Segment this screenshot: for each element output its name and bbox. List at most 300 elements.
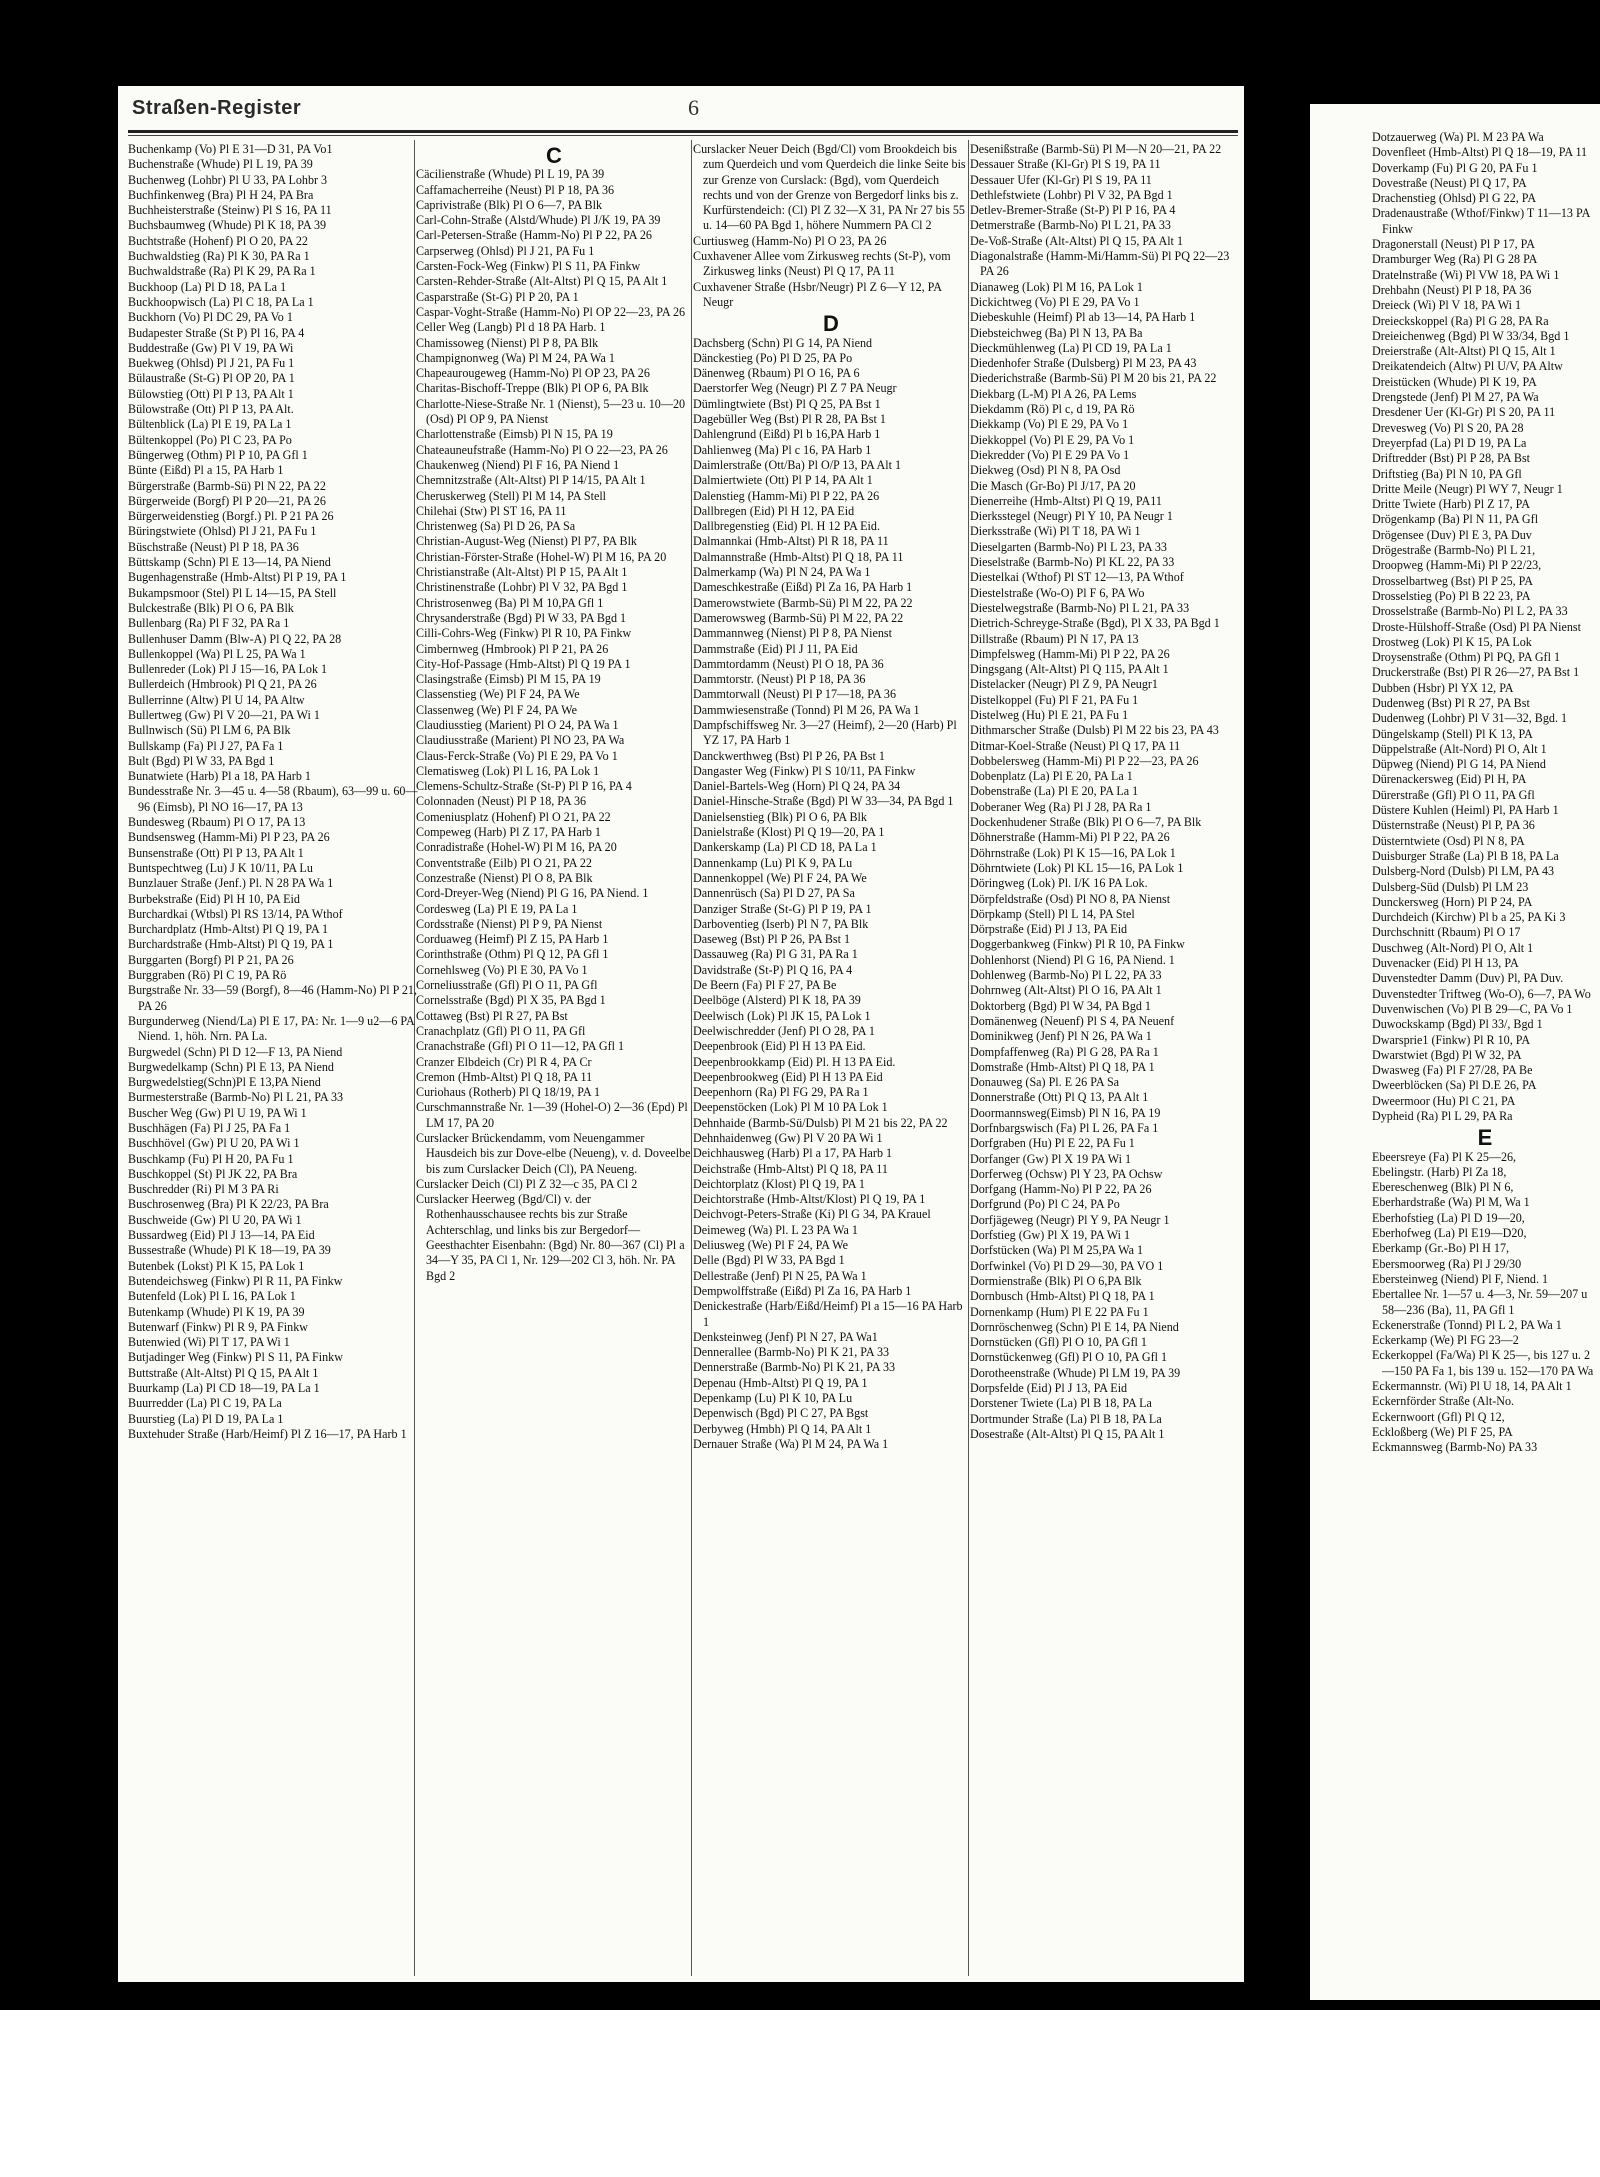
street-entry: Dorfjägeweg (Neugr) Pl Y 9, PA Neugr 1 — [970, 1212, 1170, 1227]
street-entry: Depenkamp (Lu) Pl K 10, PA Lu — [693, 1391, 853, 1406]
street-entry: Distelacker (Neugr) Pl Z 9, PA Neugr1 — [970, 677, 1158, 692]
street-entry: Eckerkamp (We) Pl FG 23—2 — [1372, 1333, 1519, 1348]
page-gutter — [1244, 0, 1304, 2010]
street-entry: Dornenkamp (Hum) Pl E 22 PA Fu 1 — [970, 1304, 1149, 1319]
street-entry: Bugenhagenstraße (Hmb-Altst) Pl P 19, PA 1 — [128, 570, 347, 585]
street-entry: Dreieichenweg (Bgd) Pl W 33/34, Bgd 1 — [1372, 328, 1570, 343]
street-entry: Dosestraße (Alt-Altst) Pl Q 15, PA Alt 1 — [970, 1426, 1165, 1441]
street-entry: Daerstorfer Weg (Neugr) Pl Z 7 PA Neugr — [693, 381, 897, 396]
street-entry: Dorotheenstraße (Whude) Pl LM 19, PA 39 — [970, 1365, 1181, 1380]
street-entry: Drostweg (Lok) Pl K 15, PA Lok — [1372, 634, 1532, 649]
street-entry: Doberaner Weg (Ra) Pl J 28, PA Ra 1 — [970, 799, 1152, 814]
street-entry: Büringstwiete (Ohlsd) Pl J 21, PA Fu 1 — [128, 524, 317, 539]
street-entry: Döhrntwiete (Lok) Pl KL 15—16, PA Lok 1 — [970, 860, 1184, 875]
street-entry: Denksteinweg (Jenf) Pl N 27, PA Wa1 — [693, 1329, 878, 1344]
street-entry: Dethlefstwiete (Lohbr) Pl V 32, PA Bgd 1 — [970, 187, 1173, 202]
street-entry: Dellestraße (Jenf) Pl N 25, PA Wa 1 — [693, 1268, 867, 1283]
street-entry: Bullenhuser Damm (Blw-A) Pl Q 22, PA 28 — [128, 631, 342, 646]
street-entry: Dickichtweg (Vo) Pl E 29, PA Vo 1 — [970, 294, 1140, 309]
street-entry: Buchwaldstieg (Ra) Pl K 30, PA Ra 1 — [128, 249, 310, 264]
street-entry: De Beern (Fa) Pl F 27, PA Be — [693, 978, 837, 993]
street-entry: Duschweg (Alt-Nord) Pl O, Alt 1 — [1372, 940, 1534, 955]
street-entry: Cranachstraße (Gfl) Pl O 11—12, PA Gfl 1 — [416, 1039, 625, 1054]
street-entry: Duisburger Straße (La) Pl B 18, PA La — [1372, 848, 1559, 863]
street-entry: Diekdamm (Rö) Pl c, d 19, PA Rö — [970, 402, 1135, 417]
street-entry: Butenbek (Lokst) Pl K 15, PA Lok 1 — [128, 1258, 305, 1273]
street-entry: Daniel-Hinsche-Straße (Bgd) Pl W 33—34, PA Bgd 1 — [693, 794, 954, 809]
street-entry: Dannenkoppel (We) Pl F 24, PA We — [693, 870, 867, 885]
street-entry: Dwasweg (Fa) Pl F 27/28, PA Be — [1372, 1063, 1533, 1078]
street-entry: Düsternstraße (Neust) Pl P, PA 36 — [1372, 818, 1535, 833]
street-entry: Dorfgrund (Po) Pl C 24, PA Po — [970, 1197, 1120, 1212]
street-entry: Düppelstraße (Alt-Nord) Pl O, Alt 1 — [1372, 741, 1547, 756]
register-column-3 — [693, 142, 969, 1982]
street-entry: Comeniusplatz (Hohenf) Pl O 21, PA 22 — [416, 809, 611, 824]
street-entry: Burchardkai (Wtbsl) Pl RS 13/14, PA Wthof — [128, 906, 343, 921]
street-entry: Buchenkamp (Vo) Pl E 31—D 31, PA Vo1 — [128, 142, 333, 156]
street-entry: Bullenreder (Lok) Pl J 15—16, PA Lok 1 — [128, 662, 328, 677]
street-entry: Buckhorn (Vo) Pl DC 29, PA Vo 1 — [128, 310, 293, 325]
street-entry: Burgwedelstieg(Schn)Pl E 13,PA Niend — [128, 1075, 321, 1090]
street-entry: Döringweg (Lok) Pl. I/K 16 PA Lok. — [970, 876, 1148, 891]
street-entry: Deepenstöcken (Lok) Pl M 10 PA Lok 1 — [693, 1100, 888, 1115]
street-entry: Eberhardstraße (Wa) Pl M, Wa 1 — [1372, 1195, 1530, 1210]
street-entry: Dornstückenweg (Gfl) Pl O 10, PA Gfl 1 — [970, 1350, 1168, 1365]
street-entry: Christinenstraße (Lohbr) Pl V 32, PA Bgd 1 — [416, 580, 628, 595]
street-entry: Dahlienweg (Ma) Pl c 16, PA Harb 1 — [693, 442, 872, 457]
street-entry: Clemens-Schultz-Straße (St-P) Pl P 16, PA 4 — [416, 779, 632, 794]
scan-margin — [0, 2010, 1600, 2177]
street-entry: Drosselstraße (Barmb-No) Pl L 2, PA 33 — [1372, 604, 1568, 619]
street-entry: Danielstraße (Klost) Pl Q 19—20, PA 1 — [693, 825, 885, 840]
street-entry: Butenfeld (Lok) Pl L 16, PA Lok 1 — [128, 1289, 296, 1304]
street-entry: Diekbarg (L-M) Pl A 26, PA Lems — [970, 386, 1137, 401]
street-entry: Drehbahn (Neust) Pl P 18, PA 36 — [1372, 282, 1532, 297]
street-entry: Doggerbankweg (Finkw) Pl R 10, PA Finkw — [970, 937, 1185, 952]
street-entry: Davidstraße (St-P) Pl Q 16, PA 4 — [693, 962, 853, 977]
street-entry: Droysenstraße (Othm) Pl PQ, PA Gfl 1 — [1372, 650, 1561, 665]
street-entry: Budapester Straße (St P) Pl 16, PA 4 — [128, 325, 305, 340]
street-entry: Bullnwisch (Sü) Pl LM 6, PA Blk — [128, 723, 291, 738]
street-entry: Düpweg (Niend) Pl G 14, PA Niend — [1372, 757, 1546, 772]
street-entry: Bult (Bgd) Pl W 33, PA Bgd 1 — [128, 753, 275, 768]
street-entry: Ebersmoorweg (Ra) Pl J 29/30 — [1372, 1256, 1522, 1271]
street-entry: Cuxhavener Allee vom Zirkusweg rechts (St-P), vom Zirkusweg links (Neust) Pl Q 17, PA 11 — [693, 249, 951, 279]
street-entry: Dohlenhorst (Niend) Pl G 16, PA Niend. 1 — [970, 952, 1175, 967]
street-entry: Diebsteichweg (Ba) Pl N 13, PA Ba — [970, 325, 1143, 340]
street-entry: Dörpfeldstraße (Osd) Pl NO 8, PA Nienst — [970, 891, 1171, 906]
street-entry: Düstere Kuhlen (Heiml) Pl, PA Harb 1 — [1372, 803, 1559, 818]
street-entry: Depenau (Hmb-Altst) Pl Q 19, PA 1 — [693, 1375, 868, 1390]
street-entry: Bültenblick (La) Pl E 19, PA La 1 — [128, 417, 292, 432]
street-entry: Dorfnbargswisch (Fa) Pl L 26, PA Fa 1 — [970, 1121, 1159, 1135]
street-entry: Butendeichsweg (Finkw) Pl R 11, PA Finkw — [128, 1273, 343, 1288]
header-rule-thin — [128, 135, 1238, 136]
street-entry: Charlottenstraße (Eimsb) Pl N 15, PA 19 — [416, 427, 613, 442]
street-entry: Buschweide (Gw) Pl U 20, PA Wi 1 — [128, 1212, 302, 1227]
street-entry: Dresdener Uer (Kl-Gr) Pl S 20, PA 11 — [1372, 405, 1556, 420]
register-column-1 — [128, 142, 420, 1982]
street-entry: Dallbregenstieg (Eid) Pl. H 12 PA Eid. — [693, 519, 880, 534]
street-entry: Dillstraße (Rbaum) Pl N 17, PA 13 — [970, 631, 1139, 646]
street-entry: Buschrosenweg (Bra) Pl K 22/23, PA Bra — [128, 1197, 329, 1212]
street-entry: Dorfstieg (Gw) Pl X 19, PA Wi 1 — [970, 1228, 1131, 1243]
street-entry: Eberkamp (Gr.-Bo) Pl H 17, — [1372, 1241, 1510, 1256]
street-entry: Bunsenstraße (Ott) Pl P 13, PA Alt 1 — [128, 845, 304, 860]
street-entry: Dorfgraben (Hu) Pl E 22, PA Fu 1 — [970, 1136, 1135, 1151]
street-entry: Buchtstraße (Hohenf) Pl O 20, PA 22 — [128, 233, 308, 248]
street-entry: Dornröschenweg (Schn) Pl E 14, PA Niend — [970, 1319, 1179, 1334]
street-entry: Deichtorplatz (Klost) Pl Q 19, PA 1 — [693, 1176, 865, 1191]
street-entry: Chrysanderstraße (Bgd) Pl W 33, PA Bgd 1 — [416, 610, 627, 625]
street-entry: Diekredder (Vo) Pl E 29 PA Vo 1 — [970, 447, 1130, 462]
street-entry: Dieselgarten (Barmb-No) Pl L 23, PA 33 — [970, 539, 1167, 554]
street-entry: Buekweg (Ohlsd) Pl J 21, PA Fu 1 — [128, 356, 295, 371]
street-entry: Dümlingtwiete (Bst) Pl Q 25, PA Bst 1 — [693, 396, 881, 411]
street-entry: Dreierstraße (Alt-Altst) Pl Q 15, Alt 1 — [1372, 344, 1556, 359]
street-entry: Burgwedel (Schn) Pl D 12—F 13, PA Niend — [128, 1044, 343, 1059]
street-entry: Diederichstraße (Barmb-Sü) Pl M 20 bis 21, PA 22 — [970, 371, 1217, 386]
section-letter: C — [546, 143, 562, 168]
street-entry: Buscher Weg (Gw) Pl U 19, PA Wi 1 — [128, 1105, 307, 1120]
street-entry: Bundesstraße Nr. 3—45 u. 4—58 (Rbaum), 63—99 u. 60—96 (Eimsb), Pl NO 16—17, PA 13 — [128, 784, 418, 814]
street-entry: Droopweg (Hamm-Mi) Pl P 22/23, — [1372, 558, 1542, 573]
street-entry: Bürgerweide (Borgf) Pl P 20—21, PA 26 — [128, 493, 326, 508]
street-entry: Dweermoor (Hu) Pl C 21, PA — [1372, 1093, 1516, 1108]
street-entry: Cornehlsweg (Vo) Pl E 30, PA Vo 1 — [416, 962, 588, 977]
street-entry: Bünte (Eißd) Pl a 15, PA Harb 1 — [128, 463, 284, 478]
street-entry: Cäcilienstraße (Whude) Pl L 19, PA 39 — [416, 167, 605, 182]
street-entry: Büngerweg (Othm) Pl P 10, PA Gfl 1 — [128, 447, 308, 462]
street-entry: De-Voß-Straße (Alt-Altst) Pl Q 15, PA Alt 1 — [970, 233, 1183, 248]
street-entry: Classenweg (We) Pl F 24, PA We — [416, 702, 577, 717]
street-entry: Eckloßberg (We) Pl F 25, PA — [1372, 1424, 1513, 1439]
street-entry: Christianstraße (Alt-Altst) Pl P 15, PA Alt 1 — [416, 565, 628, 580]
street-entry: Dovenfleet (Hmb-Altst) Pl Q 18—19, PA 11 — [1372, 145, 1588, 160]
street-entry: Diestelstraße (Wo-O) Pl F 6, PA Wo — [970, 585, 1145, 600]
street-entry: Butenwied (Wi) Pl T 17, PA Wi 1 — [128, 1335, 290, 1350]
street-entry: Damerowstwiete (Barmb-Sü) Pl M 22, PA 22 — [693, 595, 913, 610]
street-entry: Corinthstraße (Othm) Pl Q 12, PA Gfl 1 — [416, 947, 609, 962]
street-entry: Dammtorstr. (Neust) Pl P 18, PA 36 — [693, 672, 866, 687]
street-entry: Carl-Cohn-Straße (Alstd/Whude) Pl J/K 19, PA 39 — [416, 213, 661, 228]
street-entry: Ditmar-Koel-Straße (Neust) Pl Q 17, PA 11 — [970, 738, 1181, 753]
street-entry: Carpserweg (Ohlsd) Pl J 21, PA Fu 1 — [416, 243, 595, 258]
running-title: Straßen-Register — [132, 97, 302, 119]
street-entry: Donnerstraße (Ott) Pl Q 13, PA Alt 1 — [970, 1090, 1149, 1105]
street-entry: Buurstieg (La) Pl D 19, PA La 1 — [128, 1411, 284, 1426]
street-entry: Carl-Petersen-Straße (Hamm-No) Pl P 22, PA 26 — [416, 228, 652, 243]
street-entry: Deliusweg (We) Pl F 24, PA We — [693, 1238, 848, 1253]
street-entry: Bullskamp (Fa) Pl J 27, PA Fa 1 — [128, 738, 284, 753]
street-entry: Diagonalstraße (Hamm-Mi/Hamm-Sü) Pl PQ 22—23 PA 26 — [970, 249, 1230, 279]
street-entry: Chapeaurougeweg (Hamm-No) Pl OP 23, PA 26 — [416, 366, 650, 381]
street-entry: Dänenweg (Rbaum) Pl O 16, PA 6 — [693, 366, 860, 381]
street-entry: Buchenweg (Lohbr) Pl U 33, PA Lohbr 3 — [128, 172, 328, 187]
street-entry: Dannenkamp (Lu) Pl K 9, PA Lu — [693, 855, 853, 870]
street-entry: Dompfaffenweg (Ra) Pl G 28, PA Ra 1 — [970, 1044, 1159, 1059]
street-entry: Cuxhavener Straße (Hsbr/Neugr) Pl Z 6—Y 12, PA Neugr — [693, 279, 942, 309]
street-entry: Charitas-Bischoff-Treppe (Blk) Pl OP 6, PA Blk — [416, 381, 649, 396]
street-entry: Curtiusweg (Hamm-No) Pl O 23, PA 26 — [693, 233, 887, 248]
street-entry: Butjadinger Weg (Finkw) Pl S 11, PA Finkw — [128, 1350, 343, 1365]
street-entry: Buntspechtweg (Lu) J K 10/11, PA Lu — [128, 860, 313, 875]
street-entry: Drachenstieg (Ohlsd) Pl G 22, PA — [1372, 191, 1537, 206]
street-entry: Durchdeich (Kirchw) Pl b a 25, PA Ki 3 — [1372, 910, 1566, 925]
street-entry: Dangaster Weg (Finkw) Pl S 10/11, PA Finkw — [693, 763, 916, 778]
street-entry: Champignonweg (Wa) Pl M 24, PA Wa 1 — [416, 350, 615, 365]
street-entry: Bülowstraße (Ott) Pl P 13, PA Alt. — [128, 402, 294, 417]
street-entry: Buurredder (La) Pl C 19, PA La — [128, 1396, 282, 1411]
street-entry: Bullerdeich (Hmbrook) Pl Q 21, PA 26 — [128, 677, 317, 692]
street-entry: Dameschkestraße (Eißd) Pl Za 16, PA Harb 1 — [693, 580, 913, 595]
street-entry: Dammtorwall (Neust) Pl P 17—18, PA 36 — [693, 687, 897, 702]
street-entry: Drögenkamp (Ba) Pl N 11, PA Gfl — [1372, 512, 1539, 527]
street-entry: Burgunderweg (Niend/La) Pl E 17, PA: Nr. 1—9 u2—6 PA Niend. 1, höh. Nrn. PA La. — [128, 1013, 415, 1044]
street-entry: Bunzlauer Straße (Jenf.) Pl. N 28 PA Wa 1 — [128, 876, 334, 891]
street-entry: Dreikatendeich (Altw) Pl U/V, PA Altw — [1372, 359, 1563, 374]
street-entry: Duvenacker (Eid) Pl H 13, PA — [1372, 956, 1519, 971]
street-entry: Dalmiertwiete (Ott) Pl P 14, PA Alt 1 — [693, 473, 873, 488]
street-entry: Ebeersreye (Fa) Pl K 25—26, — [1372, 1149, 1517, 1164]
street-entry: Desenißstraße (Barmb-Sü) Pl M—N 20—21, PA 22 — [970, 142, 1222, 156]
street-entry: Dammstraße (Eid) Pl J 11, PA Eid — [693, 641, 858, 656]
street-entry: Buschhägen (Fa) Pl J 25, PA Fa 1 — [128, 1121, 291, 1135]
street-entry: Curiohaus (Rotherb) Pl Q 18/19, PA 1 — [416, 1085, 600, 1100]
street-entry: Deelwisch (Lok) Pl JK 15, PA Lok 1 — [693, 1008, 871, 1023]
street-entry: Corduaweg (Heimf) Pl Z 15, PA Harb 1 — [416, 932, 609, 947]
street-entry: Dortmunder Straße (La) Pl B 18, PA La — [970, 1411, 1162, 1426]
street-entry: Duwockskamp (Bgd) Pl 33/, Bgd 1 — [1372, 1017, 1543, 1032]
street-entry: Danziger Straße (St-G) Pl P 19, PA 1 — [693, 901, 872, 916]
street-entry: Deelwischredder (Jenf) Pl O 28, PA 1 — [693, 1023, 875, 1038]
street-entry: Bunatwiete (Harb) Pl a 18, PA Harb 1 — [128, 769, 311, 784]
street-entry: Cord-Dreyer-Weg (Niend) Pl G 16, PA Niend. 1 — [416, 886, 649, 901]
street-entry: Caffamacherreihe (Neust) Pl P 18, PA 36 — [416, 182, 615, 197]
street-entry: Dohlenweg (Barmb-No) Pl L 22, PA 33 — [970, 968, 1162, 983]
street-entry: Caspar-Voght-Straße (Hamm-No) Pl OP 22—23, PA 26 — [416, 304, 686, 319]
street-entry: Dammwiesenstraße (Tonnd) Pl M 26, PA Wa 1 — [693, 702, 920, 717]
street-entry: Dulsberg-Süd (Dulsb) Pl LM 23 — [1372, 879, 1529, 894]
street-entry: Buddestraße (Gw) Pl V 19, PA Wi — [128, 340, 294, 355]
street-entry: Clematisweg (Lok) Pl L 16, PA Lok 1 — [416, 763, 600, 778]
street-entry: Diebeskuhle (Heimf) Pl ab 13—14, PA Harb 1 — [970, 310, 1196, 325]
street-entry: Claudiusstieg (Marient) Pl O 24, PA Wa 1 — [416, 717, 619, 732]
street-entry: Düsterntwiete (Osd) Pl N 8, PA — [1372, 833, 1525, 848]
street-entry: Carsten-Fock-Weg (Finkw) Pl S 11, PA Finkw — [416, 259, 641, 274]
street-entry: Die Masch (Gr-Bo) Pl J/17, PA 20 — [970, 478, 1136, 493]
street-entry: Cordesweg (La) Pl E 19, PA La 1 — [416, 901, 578, 916]
street-entry: Büttskamp (Schn) Pl E 13—14, PA Niend — [128, 555, 331, 570]
street-entry: Buschhövel (Gw) Pl U 20, PA Wi 1 — [128, 1136, 300, 1151]
street-entry: Chamissoweg (Nienst) Pl P 8, PA Blk — [416, 335, 599, 350]
street-entry: Buckhoop (La) Pl D 18, PA La 1 — [128, 279, 287, 294]
street-entry: Dörpstraße (Eid) Pl J 13, PA Eid — [970, 922, 1128, 937]
street-entry: Dotzauerweg (Wa) Pl. M 23 PA Wa — [1372, 130, 1544, 144]
street-entry: Dominikweg (Jenf) Pl N 26, PA Wa 1 — [970, 1029, 1152, 1044]
street-entry: Dammannweg (Nienst) Pl P 8, PA Nienst — [693, 626, 892, 641]
street-entry: Dorpsfelde (Eid) Pl J 13, PA Eid — [970, 1381, 1128, 1396]
street-entry: Cremon (Hmb-Altst) Pl Q 18, PA 11 — [416, 1069, 593, 1084]
street-entry: Deepenbrookkamp (Eid) Pl. H 13 PA Eid. — [693, 1054, 896, 1069]
street-entry: Compeweg (Harb) Pl Z 17, PA Harb 1 — [416, 825, 601, 840]
street-entry: Ebereschenweg (Blk) Pl N 6, — [1372, 1180, 1514, 1195]
street-entry: Dahlengrund (Eißd) Pl b 16,PA Harb 1 — [693, 427, 881, 442]
page-header — [128, 95, 1238, 125]
street-entry: Daimlerstraße (Ott/Ba) Pl O/P 13, PA Alt 1 — [693, 457, 902, 472]
street-entry: Driftstieg (Ba) Pl N 10, PA Gfl — [1372, 466, 1522, 481]
street-entry: Buxtehuder Straße (Harb/Heimf) Pl Z 16—17, PA Harb 1 — [128, 1426, 407, 1441]
register-column-2 — [416, 142, 692, 1982]
street-entry: Dierksstraße (Wi) Pl T 18, PA Wi 1 — [970, 524, 1141, 539]
street-entry: Deelböge (Alsterd) Pl K 18, PA 39 — [693, 993, 861, 1008]
street-entry: Dorfstücken (Wa) Pl M 25,PA Wa 1 — [970, 1243, 1144, 1258]
street-entry: Danckwerthweg (Bst) Pl P 26, PA Bst 1 — [693, 748, 885, 763]
street-entry: Dornstücken (Gfl) Pl O 10, PA Gfl 1 — [970, 1335, 1147, 1350]
street-entry: Eckenerstraße (Tonnd) Pl L 2, PA Wa 1 — [1372, 1317, 1562, 1332]
street-entry: Dreieck (Wi) Pl V 18, PA Wi 1 — [1372, 298, 1522, 313]
street-entry: Dritte Twiete (Harb) Pl Z 17, PA — [1372, 497, 1531, 512]
street-entry: Dudenweg (Lohbr) Pl V 31—32, Bgd. 1 — [1372, 711, 1568, 726]
street-entry: Bülowstieg (Ott) Pl P 13, PA Alt 1 — [128, 386, 294, 401]
street-entry: Eberhofweg (La) Pl E19—D20, — [1372, 1226, 1527, 1241]
street-entry: Deepenhorn (Ra) Pl FG 29, PA Ra 1 — [693, 1085, 869, 1100]
street-entry: Dohrnweg (Alt-Altst) Pl O 16, PA Alt 1 — [970, 983, 1162, 998]
street-entry: Dudenweg (Bst) Pl R 27, PA Bst — [1372, 695, 1530, 710]
street-entry: Dubben (Hsbr) Pl YX 12, PA — [1372, 680, 1514, 695]
street-entry: Dernauer Straße (Wa) Pl M 24, PA Wa 1 — [693, 1436, 889, 1451]
street-entry: Christian-Förster-Straße (Hohel-W) Pl M 16, PA 20 — [416, 549, 667, 564]
street-entry: Dassauweg (Ra) Pl G 31, PA Ra 1 — [693, 947, 858, 962]
street-entry: Buchwaldstraße (Ra) Pl K 29, PA Ra 1 — [128, 264, 316, 279]
street-entry: Daniel-Bartels-Weg (Horn) Pl Q 24, PA 34 — [693, 779, 901, 794]
street-entry: Ebersteinweg (Niend) Pl F, Niend. 1 — [1372, 1271, 1549, 1286]
street-entry: Christian-August-Weg (Nienst) Pl P7, PA Blk — [416, 534, 637, 549]
street-entry: Drosselstieg (Po) Pl B 22 23, PA — [1372, 588, 1531, 603]
street-entry: Diekweg (Osd) Pl N 8, PA Osd — [970, 463, 1121, 478]
register-column-right-page — [1372, 130, 1598, 1970]
street-entry: Burchardstraße (Hmb-Altst) Pl Q 19, PA 1 — [128, 937, 334, 952]
street-entry: Döhrnstraße (Lok) Pl K 15—16, PA Lok 1 — [970, 845, 1176, 860]
street-entry: Dormienstraße (Blk) Pl O 6,PA Blk — [970, 1273, 1142, 1288]
street-entry: Dampfschiffsweg Nr. 3—27 (Heimf), 2—20 (Harb) Pl YZ 17, PA Harb 1 — [693, 717, 957, 748]
street-entry: Burmesterstraße (Barmb-No) Pl L 21, PA 33 — [128, 1090, 344, 1105]
street-entry: Dänckestieg (Po) Pl D 25, PA Po — [693, 350, 853, 365]
street-entry: Dessauer Straße (Kl-Gr) Pl S 19, PA 11 — [970, 157, 1161, 172]
street-entry: Bulckestraße (Blk) Pl O 6, PA Blk — [128, 600, 294, 615]
street-entry: Düngelskamp (Stell) Pl K 13, PA — [1372, 726, 1533, 741]
street-entry: Dörpkamp (Stell) Pl L 14, PA Stel — [970, 906, 1135, 921]
street-entry: Conradistraße (Hohel-W) Pl M 16, PA 20 — [416, 840, 617, 855]
street-entry: Dratelnstraße (Wi) Pl VW 18, PA Wi 1 — [1372, 267, 1560, 282]
street-entry: Bültenkoppel (Po) Pl C 23, PA Po — [128, 432, 292, 447]
street-entry: Dannenrüsch (Sa) Pl D 27, PA Sa — [693, 886, 855, 901]
street-entry: Dorfwinkel (Vo) Pl D 29—30, PA VO 1 — [970, 1258, 1164, 1273]
street-entry: Danielsenstieg (Blk) Pl O 6, PA Blk — [693, 809, 867, 824]
street-entry: Darboventieg (Iserb) Pl N 7, PA Blk — [693, 916, 869, 931]
street-entry: Döhnerstraße (Hamm-Mi) Pl P 22, PA 26 — [970, 830, 1170, 845]
street-entry: Colonnaden (Neust) Pl P 18, PA 36 — [416, 794, 587, 809]
street-entry: Caprivistraße (Blk) Pl O 6—7, PA Blk — [416, 197, 603, 212]
street-entry: Clasingstraße (Eimsb) Pl M 15, PA 19 — [416, 672, 601, 687]
street-entry: Bullenkoppel (Wa) Pl L 25, PA Wa 1 — [128, 646, 306, 661]
street-entry: Deichvogt-Peters-Straße (Ki) Pl G 34, PA Krauel — [693, 1207, 931, 1222]
street-entry: Buckhoopwisch (La) Pl C 18, PA La 1 — [128, 294, 314, 309]
street-entry: Cheruskerweg (Stell) Pl M 14, PA Stell — [416, 488, 607, 503]
street-entry: Eckermannstr. (Wi) Pl U 18, 14, PA Alt 1 — [1372, 1379, 1572, 1394]
street-entry: Buchheisterstraße (Steinw) Pl S 16, PA 11 — [128, 203, 332, 218]
street-entry: Derbyweg (Hmbh) Pl Q 14, PA Alt 1 — [693, 1421, 872, 1436]
street-entry: Casparstraße (St-G) Pl P 20, PA 1 — [416, 289, 579, 304]
street-entry: Drögensee (Duv) Pl E 3, PA Duv — [1372, 527, 1532, 542]
street-entry: Driftredder (Bst) Pl P 28, PA Bst — [1372, 451, 1531, 466]
street-entry: Dithmarscher Straße (Dulsb) Pl M 22 bis 23, PA 43 — [970, 723, 1219, 738]
street-entry: Dehnhaidenweg (Gw) Pl V 20 PA Wi 1 — [693, 1131, 883, 1145]
street-entry: Buchsbaumweg (Whude) Pl K 18, PA 39 — [128, 218, 327, 233]
street-entry: Claus-Ferck-Straße (Vo) Pl E 29, PA Vo 1 — [416, 748, 618, 763]
street-entry: Droste-Hülshoff-Straße (Osd) Pl PA Nienst — [1372, 619, 1581, 634]
street-entry: Buurkamp (La) Pl CD 18—19, PA La 1 — [128, 1381, 320, 1396]
register-column-4 — [970, 142, 1242, 1982]
street-entry: Deichstraße (Hmb-Altst) Pl Q 18, PA 11 — [693, 1161, 888, 1176]
street-entry: Bullenbarg (Ra) Pl F 32, PA Ra 1 — [128, 616, 290, 631]
street-entry: Dallbregen (Eid) Pl H 12, PA Eid — [693, 503, 855, 518]
street-entry: Diekkoppel (Vo) Pl E 29, PA Vo 1 — [970, 432, 1135, 447]
header-rule — [128, 130, 1238, 133]
street-entry: Dovestraße (Neust) Pl Q 17, PA — [1372, 175, 1527, 190]
street-entry: Curslacker Deich (Cl) Pl Z 32—c 35, PA Cl 2 — [416, 1176, 638, 1191]
street-entry: Cranachplatz (Gfl) Pl O 11, PA Gfl — [416, 1023, 586, 1038]
street-entry: Durchschnitt (Rbaum) Pl O 17 — [1372, 925, 1521, 940]
street-entry: Burchardplatz (Hmb-Altst) Pl Q 19, PA 1 — [128, 922, 329, 937]
street-entry: Drosselbartweg (Bst) Pl P 25, PA — [1372, 573, 1534, 588]
street-entry: Doverkamp (Fu) Pl G 20, PA Fu 1 — [1372, 160, 1538, 175]
street-entry: Cottaweg (Bst) Pl R 27, PA Bst — [416, 1008, 568, 1023]
street-entry: Buttstraße (Alt-Altst) Pl Q 15, PA Alt 1 — [128, 1365, 319, 1380]
street-entry: Burggraben (Rö) Pl C 19, PA Rö — [128, 968, 287, 983]
street-entry: Ebelingstr. (Harb) Pl Za 18, — [1372, 1164, 1507, 1179]
street-entry: Deepenbrook (Eid) Pl H 13 PA Eid. — [693, 1039, 866, 1054]
street-entry: Buchfinkenweg (Bra) Pl H 24, PA Bra — [128, 187, 314, 202]
street-entry: Dockenhudener Straße (Blk) Pl O 6—7, PA Blk — [970, 815, 1202, 830]
street-entry: Celler Weg (Langb) Pl d 18 PA Harb. 1 — [416, 320, 606, 335]
street-entry: Donauweg (Sa) Pl. E 26 PA Sa — [970, 1075, 1120, 1090]
street-entry: Dehnhaide (Barmb-Sü/Dulsb) Pl M 21 bis 22, PA 22 — [693, 1115, 948, 1130]
street-entry: Denickestraße (Harb/Eißd/Heimf) Pl a 15—16 PA Harb 1 — [693, 1299, 963, 1329]
street-entry: Doktorberg (Bgd) Pl W 34, PA Bgd 1 — [970, 998, 1151, 1013]
street-entry: Chemnitzstraße (Alt-Altst) Pl P 14/15, PA Alt 1 — [416, 473, 646, 488]
street-entry: Dalmannkai (Hmb-Altst) Pl R 18, PA 11 — [693, 534, 889, 549]
street-entry: Dradenaustraße (Wthof/Finkw) T 11—13 PA Finkw — [1372, 206, 1590, 236]
street-entry: Carsten-Rehder-Straße (Alt-Altst) Pl Q 15, PA Alt 1 — [416, 274, 668, 289]
street-entry: Damerowsweg (Barmb-Sü) Pl M 22, PA 22 — [693, 610, 904, 625]
street-entry: Chilehai (Stw) Pl ST 16, PA 11 — [416, 503, 567, 518]
street-entry: Cordsstraße (Nienst) Pl P 9, PA Nienst — [416, 916, 603, 931]
street-entry: Dritte Meile (Neugr) Pl WY 7, Neugr 1 — [1372, 481, 1563, 496]
street-entry: Dieckmühlenweg (La) Pl CD 19, PA La 1 — [970, 340, 1172, 355]
page-number: 6 — [688, 95, 699, 120]
street-entry: Drevesweg (Vo) Pl S 20, PA 28 — [1372, 420, 1524, 435]
street-entry: Butenwarf (Finkw) Pl R 9, PA Finkw — [128, 1319, 308, 1334]
street-entry: Deichtorstraße (Hmb-Altst/Klost) Pl Q 19, PA 1 — [693, 1192, 926, 1207]
street-entry: Bürgerstraße (Barmb-Sü) Pl N 22, PA 22 — [128, 478, 326, 493]
street-entry: Detlev-Bremer-Straße (St-P) Pl P 16, PA 4 — [970, 203, 1176, 218]
street-entry: Bullerrinne (Altw) Pl U 14, PA Altw — [128, 692, 305, 707]
street-entry: Conzestraße (Nienst) Pl O 8, PA Blk — [416, 870, 593, 885]
street-entry: Bülaustraße (St-G) Pl OP 20, PA 1 — [128, 371, 295, 386]
street-entry: Dobenstraße (La) Pl E 20, PA La 1 — [970, 784, 1139, 799]
street-entry: Duvenwischen (Vo) Pl B 29—C, PA Vo 1 — [1372, 1001, 1573, 1016]
